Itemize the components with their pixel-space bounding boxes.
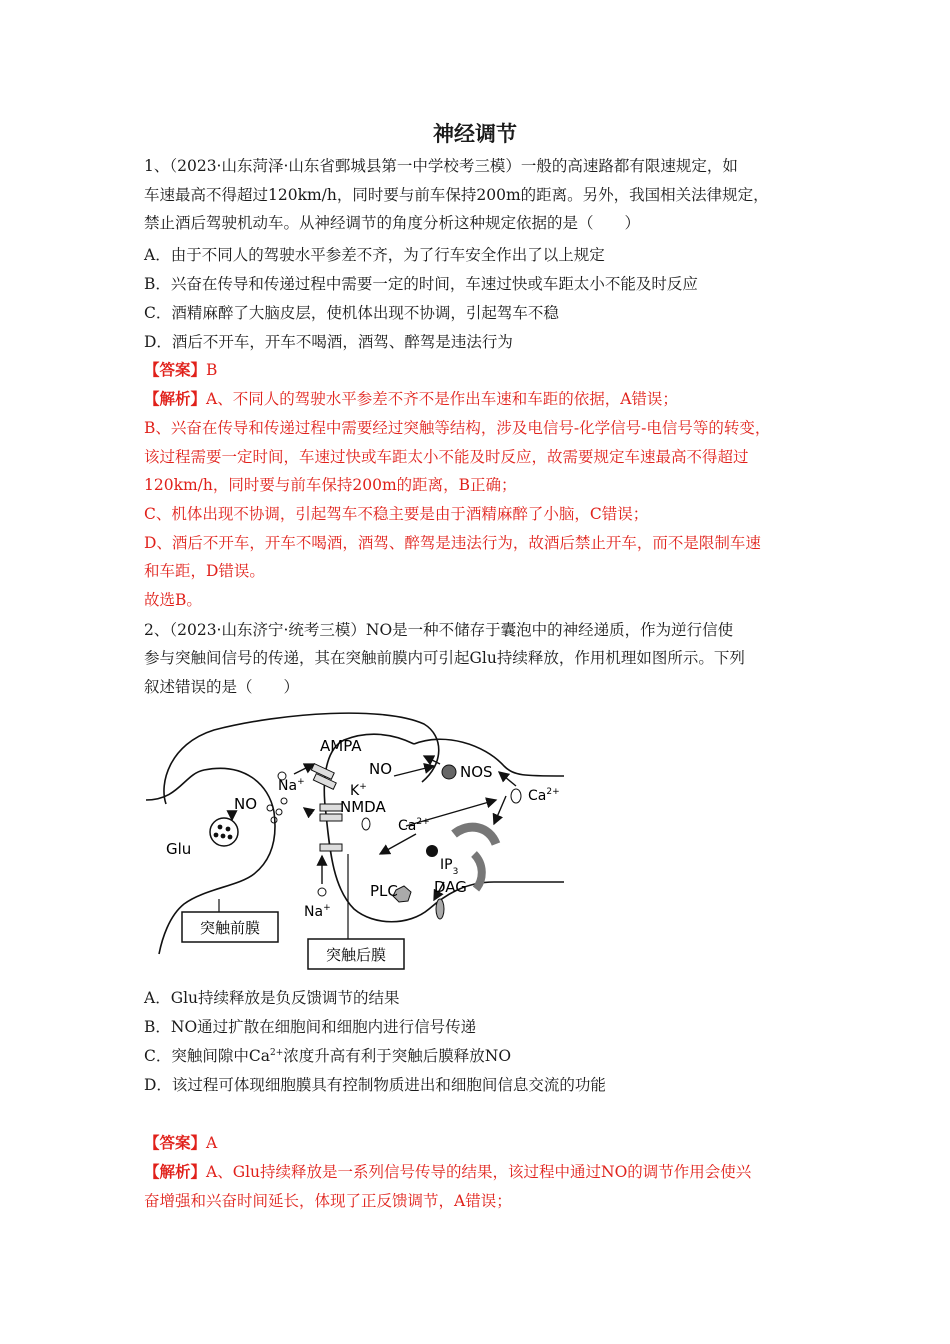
label-postsynaptic: 突触后膜	[325, 946, 387, 964]
label-plc: PLC	[370, 882, 398, 900]
label-ip3: IP	[440, 857, 453, 873]
q1-option-d: D．酒后不开车，开车不喝酒，酒驾、醉驾是违法行为	[144, 333, 513, 351]
q2-analysis-label: 【解析】	[144, 1162, 207, 1181]
q2-stem-line: 叙述错误的是（ ）	[144, 678, 300, 696]
svg-text:K+: K+	[350, 782, 367, 799]
q1-analysis-label: 【解析】	[144, 389, 207, 408]
q1-stem-line: 禁止酒后驾驶机动车。从神经调节的角度分析这种规定依据的是（ ）	[144, 214, 641, 232]
q2-option-c-rest: 浓度升高有利于突触后膜释放NO	[283, 1047, 512, 1065]
q1-analysis-line	[144, 389, 678, 409]
q1-option-b: B．兴奋在传导和传递过程中需要一定的时间，车速过快或车距太小不能及时反应	[144, 275, 698, 293]
label-no-top: NO	[369, 760, 393, 778]
q1-analysis-line: 故选B。	[144, 591, 202, 609]
label-ca-right: Ca	[528, 788, 547, 804]
label-na-bottom: Na	[304, 904, 324, 920]
q1-option-a: A．由于不同人的驾驶水平参差不齐，为了行车安全作出了以上规定	[144, 246, 605, 264]
svg-text:Na+: Na+	[304, 903, 331, 920]
q1-analysis-line: 120km/h，同时要与前车保持200m的距离，B正确；	[144, 476, 517, 494]
svg-text:Ca2+: $Ca^{2+}$	[398, 817, 430, 834]
q2-option-c-sup: 2+	[269, 1048, 284, 1058]
q1-analysis-line: 和车距，D错误。	[144, 562, 265, 580]
q2-option-a: A．Glu持续释放是负反馈调节的结果	[144, 989, 400, 1007]
ip3-dot	[426, 845, 438, 857]
vesicle	[210, 818, 238, 846]
dag-marker	[436, 899, 444, 919]
label-nos: NOS	[460, 763, 493, 781]
q2-option-c	[144, 1046, 511, 1066]
label-na-top: Na	[278, 778, 298, 794]
retrograde-loop-path	[164, 713, 439, 804]
q1-stem-line: 1、（2023·山东菏泽·山东省鄄城县第一中学校考三模）一般的高速路都有限速规定，如	[144, 157, 738, 175]
q1-answer	[144, 360, 217, 380]
label-no-left: NO	[234, 795, 258, 813]
q2-analysis-text: A、Glu持续释放是一系列信号传导的结果，该过程中通过NO的调节作用会使兴	[206, 1163, 752, 1181]
svg-text:Na+: Na+	[278, 777, 305, 794]
label-ca-mid: Ca	[398, 818, 417, 834]
q1-analysis-line: D、酒后不开车，开车不喝酒，酒驾、醉驾是违法行为，故酒后禁止开车，而不是限制车速	[144, 534, 761, 552]
q2-answer-value: A	[206, 1134, 218, 1152]
q1-analysis-line: 该过程需要一定时间，车速过快或车距太小不能及时反应，故需要规定车速最高不得超过	[144, 448, 749, 466]
q1-answer-label: 【答案】	[144, 360, 207, 379]
q2-option-c-text: C．突触间隙中Ca	[144, 1047, 270, 1065]
svg-text:Ca2+: $Ca^{2+}$	[528, 787, 560, 804]
label-nmda: NMDA	[340, 798, 386, 816]
q2-analysis-line	[144, 1162, 751, 1182]
q2-stem-line: 参与突触间信号的传递，其在突触前膜内可引起Glu持续释放，作用机理如图所示。下列	[144, 649, 745, 667]
label-ampa: AMPA	[320, 737, 362, 755]
nos-enzyme	[442, 765, 456, 779]
synapse-diagram	[144, 704, 574, 972]
er-structure	[474, 854, 482, 889]
label-presynaptic: 突触前膜	[199, 919, 261, 937]
label-k: K	[350, 783, 360, 799]
label-dag: DAG	[434, 878, 467, 896]
q2-option-b: B．NO通过扩散在细胞间和细胞内进行信号传递	[144, 1018, 477, 1036]
label-glu: Glu	[166, 840, 192, 858]
q2-option-d: D．该过程可体现细胞膜具有控制物质进出和细胞间信息交流的功能	[144, 1076, 606, 1094]
q2-answer	[144, 1133, 217, 1153]
q1-stem-line: 车速最高不得超过120km/h，同时要与前车保持200m的距离。另外，我国相关法律规定，	[144, 186, 769, 204]
q1-option-c: C．酒精麻醉了大脑皮层，使机体出现不协调，引起驾车不稳	[144, 304, 559, 322]
q1-analysis-line: B、兴奋在传导和传递过程中需要经过突触等结构，涉及电信号-化学信号-电信号等的转变，	[144, 419, 771, 437]
q2-answer-label: 【答案】	[144, 1133, 207, 1152]
svg-text:IP3: $IP_3$	[440, 857, 459, 877]
q2-stem-line: 2、（2023·山东济宁·统考三模）NO是一种不储存于囊泡中的神经递质，作为逆行信使	[144, 621, 734, 639]
q1-analysis-text: A、不同人的驾驶水平参差不齐不是作出车速和车距的依据，A错误；	[206, 390, 678, 408]
q1-analysis-line: C、机体出现不协调，引起驾车不稳主要是由于酒精麻醉了小脑，C错误；	[144, 505, 649, 523]
er-structure	[454, 827, 496, 844]
nmda-receptor	[320, 804, 342, 811]
q2-analysis-line: 奋增强和兴奋时间延长，体现了正反馈调节，A错误；	[144, 1192, 512, 1210]
page-title: 神经调节	[433, 122, 517, 146]
q1-answer-value: B	[206, 361, 218, 379]
